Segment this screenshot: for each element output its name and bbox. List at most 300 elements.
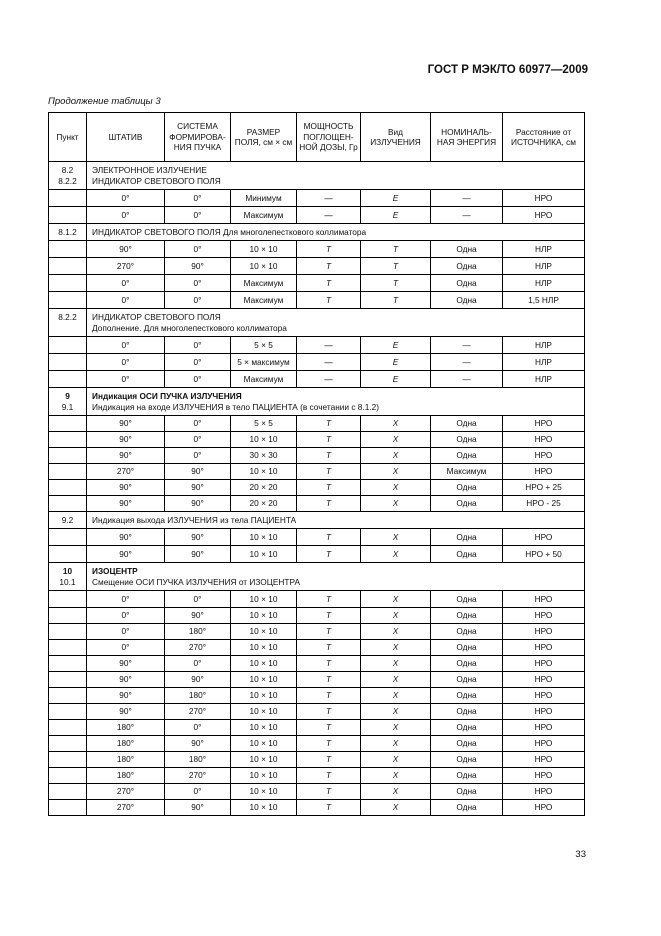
table-cell: X — [361, 608, 431, 624]
table-cell: — — [297, 190, 361, 207]
item-cell — [49, 207, 87, 224]
table-cell: X — [361, 672, 431, 688]
table-cell: Одна — [431, 704, 503, 720]
table-cell: 270° — [87, 784, 165, 800]
table-cell: НЛР — [503, 337, 585, 354]
table-cell: T — [297, 241, 361, 258]
section-number — [49, 563, 87, 591]
table-cell: НРО — [503, 672, 585, 688]
table-cell: T — [297, 448, 361, 464]
table-cell: X — [361, 464, 431, 480]
table-row — [49, 416, 585, 432]
item-cell — [49, 720, 87, 736]
section-row — [49, 309, 585, 337]
table-row — [49, 275, 585, 292]
section-number-line: 8.2.2 — [58, 176, 77, 186]
col-header-item: Пункт — [49, 113, 87, 162]
table-cell: 180° — [87, 720, 165, 736]
table-cell: X — [361, 480, 431, 496]
table-cell: НРО — [503, 432, 585, 448]
table-cell: 0° — [165, 591, 231, 608]
section-number-line: 10 — [62, 566, 73, 576]
table-cell: НРО — [503, 640, 585, 656]
table-cell: НРО — [503, 800, 585, 816]
table-cell: — — [297, 354, 361, 371]
item-cell — [49, 190, 87, 207]
table-cell: НРО + 50 — [503, 546, 585, 563]
table-cell: 10 × 10 — [231, 640, 297, 656]
table-cell: — — [431, 354, 503, 371]
table-cell: 0° — [165, 416, 231, 432]
table-cell: T — [297, 704, 361, 720]
table-cell: — — [297, 337, 361, 354]
table-cell: НЛР — [503, 258, 585, 275]
table-cell: Одна — [431, 752, 503, 768]
table-cell: T — [297, 275, 361, 292]
table-cell: 10 × 10 — [231, 591, 297, 608]
item-cell — [49, 768, 87, 784]
table-cell: E — [361, 354, 431, 371]
table-cell: 10 × 10 — [231, 608, 297, 624]
document-header: ГОСТ Р МЭК/ТО 60977—2009 — [427, 64, 588, 76]
table-cell: 0° — [165, 784, 231, 800]
table-cell: 90° — [87, 480, 165, 496]
col-header-dose-rate: МОЩНОСТЬ ПОГЛОЩЕН-НОЙ ДОЗЫ, Гр — [297, 113, 361, 162]
table-cell: T — [297, 529, 361, 546]
table-cell: X — [361, 591, 431, 608]
table-cell: 90° — [165, 800, 231, 816]
table-cell: X — [361, 496, 431, 512]
table-cell: Одна — [431, 656, 503, 672]
table-row — [49, 371, 585, 388]
table-row — [49, 546, 585, 563]
table-cell: 180° — [165, 752, 231, 768]
table-row — [49, 672, 585, 688]
table-cell: E — [361, 371, 431, 388]
table-cell: 30 × 30 — [231, 448, 297, 464]
table-cell: T — [297, 800, 361, 816]
table-row — [49, 784, 585, 800]
table-cell: НРО — [503, 784, 585, 800]
item-cell — [49, 546, 87, 563]
section-title-line: Индикация выхода ИЗЛУЧЕНИЯ из тела ПАЦИЕНТА — [92, 515, 297, 525]
item-cell — [49, 464, 87, 480]
table-cell: Максимум — [231, 371, 297, 388]
table-cell: T — [297, 656, 361, 672]
table-cell: 90° — [87, 496, 165, 512]
table-cell: Одна — [431, 768, 503, 784]
table-cell: T — [297, 258, 361, 275]
table-row — [49, 752, 585, 768]
col-header-source-distance: Расстояние от ИСТОЧНИКА, см — [503, 113, 585, 162]
table-cell: Одна — [431, 496, 503, 512]
table-row — [49, 688, 585, 704]
table-row — [49, 640, 585, 656]
table-cell: T — [361, 292, 431, 309]
table-cell: 0° — [165, 190, 231, 207]
table-cell: НРО — [503, 591, 585, 608]
table-cell: 10 × 10 — [231, 432, 297, 448]
table-cell: 0° — [165, 371, 231, 388]
table-cell: 10 × 10 — [231, 464, 297, 480]
table-header-row — [49, 113, 585, 162]
table-cell: Одна — [431, 416, 503, 432]
table-cell: — — [431, 337, 503, 354]
section-number — [49, 224, 87, 241]
table-cell: Одна — [431, 529, 503, 546]
table-cell: T — [297, 768, 361, 784]
table-cell: 0° — [87, 624, 165, 640]
table-cell: T — [297, 608, 361, 624]
section-number-line: 9 — [65, 391, 70, 401]
table-cell: X — [361, 416, 431, 432]
table-row — [49, 720, 585, 736]
table-cell: 0° — [165, 432, 231, 448]
table-row — [49, 207, 585, 224]
table-cell: 0° — [165, 720, 231, 736]
table-cell: T — [297, 496, 361, 512]
table-cell: T — [297, 546, 361, 563]
table-row — [49, 241, 585, 258]
table-cell: 0° — [87, 190, 165, 207]
table-cell: 90° — [87, 704, 165, 720]
table-cell: T — [297, 432, 361, 448]
table-cell: E — [361, 207, 431, 224]
table-cell: Одна — [431, 800, 503, 816]
table-cell: НРО — [503, 736, 585, 752]
table-cell: 90° — [165, 464, 231, 480]
section-number-line: 10.1 — [59, 577, 76, 587]
table-cell: 270° — [165, 640, 231, 656]
table-cell: НРО — [503, 416, 585, 432]
section-title-line: Смещение ОСИ ПУЧКА ИЗЛУЧЕНИЯ от ИЗОЦЕНТРА — [92, 577, 300, 587]
table-cell: 90° — [165, 672, 231, 688]
table-cell: Максимум — [231, 275, 297, 292]
section-number-line: 9.1 — [61, 402, 74, 412]
table-cell: Одна — [431, 591, 503, 608]
item-cell — [49, 640, 87, 656]
section-title — [87, 162, 585, 190]
item-cell — [49, 591, 87, 608]
table-cell: НРО — [503, 190, 585, 207]
table-row — [49, 656, 585, 672]
table-row — [49, 624, 585, 640]
table-cell: Одна — [431, 672, 503, 688]
table-cell: X — [361, 432, 431, 448]
table-cell: НРО — [503, 448, 585, 464]
table-cell: T — [361, 258, 431, 275]
table-cell: T — [297, 784, 361, 800]
table-cell: 0° — [165, 337, 231, 354]
section-row — [49, 563, 585, 591]
table-cell: Максимум — [431, 464, 503, 480]
section-row — [49, 224, 585, 241]
table-cell: 0° — [165, 292, 231, 309]
table-cell: 180° — [165, 624, 231, 640]
table-cell: Одна — [431, 258, 503, 275]
table-cell: 0° — [165, 207, 231, 224]
item-cell — [49, 496, 87, 512]
table-cell: T — [297, 416, 361, 432]
table-cell: 180° — [87, 752, 165, 768]
table-cell: 5 × 5 — [231, 337, 297, 354]
table-cell: 90° — [165, 496, 231, 512]
table-cell: 0° — [87, 207, 165, 224]
table-cell: 0° — [165, 275, 231, 292]
table-cell: Одна — [431, 688, 503, 704]
table-cell: T — [361, 241, 431, 258]
table-cell: Одна — [431, 448, 503, 464]
section-title-line: ЭЛЕКТРОННОЕ ИЗЛУЧЕНИЕ — [92, 165, 207, 175]
section-title-line: Индикация ОСИ ПУЧКА ИЗЛУЧЕНИЯ — [92, 391, 242, 401]
table-cell: — — [297, 207, 361, 224]
item-cell — [49, 608, 87, 624]
table-cell: 90° — [165, 258, 231, 275]
table-cell: 10 × 10 — [231, 546, 297, 563]
table-row — [49, 480, 585, 496]
table-cell: T — [297, 624, 361, 640]
section-title-line: ИНДИКАТОР СВЕТОВОГО ПОЛЯ — [92, 176, 221, 186]
table-cell: — — [431, 190, 503, 207]
table-cell: E — [361, 190, 431, 207]
table-cell: T — [297, 480, 361, 496]
table-cell: T — [297, 752, 361, 768]
table-row — [49, 496, 585, 512]
col-header-radiation-type: Вид ИЗЛУЧЕНИЯ — [361, 113, 431, 162]
table-cell: НЛР — [503, 275, 585, 292]
table-cell: 270° — [87, 464, 165, 480]
table-cell: T — [297, 736, 361, 752]
col-header-nominal-energy: НОМИНАЛЬ-НАЯ ЭНЕРГИЯ — [431, 113, 503, 162]
table-cell: — — [431, 207, 503, 224]
table-cell: Одна — [431, 624, 503, 640]
table-cell: 270° — [165, 768, 231, 784]
table-row — [49, 464, 585, 480]
section-row — [49, 388, 585, 416]
table-cell: Одна — [431, 546, 503, 563]
table-cell: — — [297, 371, 361, 388]
table-cell: T — [297, 640, 361, 656]
table-row — [49, 448, 585, 464]
section-title — [87, 224, 585, 241]
table-cell: 10 × 10 — [231, 704, 297, 720]
table-cell: НРО + 25 — [503, 480, 585, 496]
table-cell: НРО — [503, 464, 585, 480]
table-row — [49, 608, 585, 624]
table-cell: 0° — [165, 448, 231, 464]
table-cell: 10 × 10 — [231, 720, 297, 736]
item-cell — [49, 480, 87, 496]
table-cell: 180° — [87, 736, 165, 752]
table-cell: НЛР — [503, 241, 585, 258]
table-row — [49, 258, 585, 275]
section-title-line: Индикация на входе ИЗЛУЧЕНИЯ в тело ПАЦИЕНТА (в сочетании с 8.1.2) — [92, 402, 380, 412]
table-cell: 0° — [87, 337, 165, 354]
table-body — [49, 162, 585, 816]
table-cell: НРО — [503, 688, 585, 704]
table-cell: 0° — [87, 640, 165, 656]
table-cell: 0° — [87, 591, 165, 608]
section-number — [49, 512, 87, 529]
section-title — [87, 309, 585, 337]
section-title-line: ИНДИКАТОР СВЕТОВОГО ПОЛЯ Для многолепесткового коллиматора — [92, 227, 367, 237]
table-cell: X — [361, 624, 431, 640]
table-cell: X — [361, 529, 431, 546]
table-cell: 90° — [165, 480, 231, 496]
table-row — [49, 432, 585, 448]
table-cell: 5 × максимум — [231, 354, 297, 371]
table-cell: X — [361, 752, 431, 768]
table-cell: 270° — [87, 800, 165, 816]
table-cell: 20 × 20 — [231, 496, 297, 512]
item-cell — [49, 529, 87, 546]
table-row — [49, 190, 585, 207]
table-cell: Одна — [431, 608, 503, 624]
table-cell: T — [297, 591, 361, 608]
section-number — [49, 309, 87, 337]
table-cell: 0° — [165, 241, 231, 258]
table-cell: НРО — [503, 752, 585, 768]
table-cell: 0° — [87, 371, 165, 388]
table-cell: X — [361, 448, 431, 464]
section-title — [87, 563, 585, 591]
table-cell: X — [361, 784, 431, 800]
table-cell: X — [361, 640, 431, 656]
table-cell: Одна — [431, 241, 503, 258]
table-cell: X — [361, 546, 431, 563]
table-cell: Одна — [431, 275, 503, 292]
table-row — [49, 800, 585, 816]
table-cell: 90° — [165, 608, 231, 624]
table-cell: T — [297, 672, 361, 688]
table-cell: Одна — [431, 432, 503, 448]
table-cell: 90° — [87, 416, 165, 432]
table-cell: НРО — [503, 704, 585, 720]
col-header-field-size: РАЗМЕР ПОЛЯ, см × см — [231, 113, 297, 162]
item-cell — [49, 292, 87, 309]
section-number-line: 8.2 — [61, 165, 74, 175]
table-cell: Минимум — [231, 190, 297, 207]
table-cell: Одна — [431, 640, 503, 656]
table-cell: НРО — [503, 529, 585, 546]
table-cell: X — [361, 656, 431, 672]
table-cell: 10 × 10 — [231, 784, 297, 800]
table-cell: Максимум — [231, 207, 297, 224]
table-cell: 10 × 10 — [231, 656, 297, 672]
table-cell: НРО — [503, 608, 585, 624]
section-title — [87, 388, 585, 416]
table-cell: Одна — [431, 720, 503, 736]
item-cell — [49, 800, 87, 816]
table-cell: T — [297, 464, 361, 480]
table-cell: 90° — [87, 529, 165, 546]
item-cell — [49, 448, 87, 464]
table-cell: 180° — [165, 688, 231, 704]
table-cell: — — [431, 371, 503, 388]
item-cell — [49, 337, 87, 354]
table-cell: 0° — [87, 275, 165, 292]
table-continuation-caption: Продолжение таблицы 3 — [48, 96, 161, 107]
item-cell — [49, 736, 87, 752]
table-cell: 90° — [87, 448, 165, 464]
table-cell: 90° — [87, 672, 165, 688]
section-row — [49, 512, 585, 529]
table-row — [49, 768, 585, 784]
item-cell — [49, 241, 87, 258]
table-cell: НРО — [503, 768, 585, 784]
table-cell: 10 × 10 — [231, 752, 297, 768]
table-cell: НЛР — [503, 354, 585, 371]
table-cell: X — [361, 736, 431, 752]
table-cell: 0° — [165, 656, 231, 672]
item-cell — [49, 752, 87, 768]
item-cell — [49, 354, 87, 371]
table-cell: 0° — [87, 608, 165, 624]
table-cell: 1,5 НЛР — [503, 292, 585, 309]
section-number-line: 8.2.2 — [58, 312, 77, 322]
item-cell — [49, 275, 87, 292]
table-cell: 10 × 10 — [231, 529, 297, 546]
test-conditions-table — [48, 112, 585, 816]
table-cell: НРО — [503, 207, 585, 224]
table-cell: НРО - 25 — [503, 496, 585, 512]
table-cell: X — [361, 688, 431, 704]
table-cell: НРО — [503, 656, 585, 672]
table-cell: 20 × 20 — [231, 480, 297, 496]
table-cell: T — [297, 688, 361, 704]
table-cell: 0° — [87, 292, 165, 309]
item-cell — [49, 416, 87, 432]
table-cell: 270° — [165, 704, 231, 720]
table-cell: 0° — [165, 354, 231, 371]
table-cell: 10 × 10 — [231, 624, 297, 640]
table-cell: Одна — [431, 292, 503, 309]
item-cell — [49, 624, 87, 640]
item-cell — [49, 371, 87, 388]
section-number-line: 9.2 — [61, 515, 74, 525]
table-cell: 10 × 10 — [231, 672, 297, 688]
col-header-beam-limiting-system: СИСТЕМА ФОРМИРОВА-НИЯ ПУЧКА — [165, 113, 231, 162]
table-row — [49, 337, 585, 354]
section-title-line: ИНДИКАТОР СВЕТОВОГО ПОЛЯ — [92, 312, 221, 322]
section-number — [49, 388, 87, 416]
item-cell — [49, 688, 87, 704]
table-cell: 180° — [87, 768, 165, 784]
table-cell: X — [361, 704, 431, 720]
table-cell: T — [297, 292, 361, 309]
table-row — [49, 704, 585, 720]
table-cell: НЛР — [503, 371, 585, 388]
table-row — [49, 736, 585, 752]
table-cell: 90° — [165, 736, 231, 752]
table-cell: Одна — [431, 480, 503, 496]
table-cell: 90° — [87, 432, 165, 448]
table-cell: Максимум — [231, 292, 297, 309]
section-number — [49, 162, 87, 190]
table-cell: Одна — [431, 784, 503, 800]
table-cell: X — [361, 720, 431, 736]
col-header-gantry: ШТАТИВ — [87, 113, 165, 162]
table-cell: 90° — [165, 546, 231, 563]
table-cell: 10 × 10 — [231, 258, 297, 275]
table-cell: X — [361, 768, 431, 784]
table-row — [49, 292, 585, 309]
table-cell: Одна — [431, 736, 503, 752]
table-cell: 10 × 10 — [231, 768, 297, 784]
table-row — [49, 354, 585, 371]
table-cell: 90° — [165, 529, 231, 546]
section-title — [87, 512, 585, 529]
